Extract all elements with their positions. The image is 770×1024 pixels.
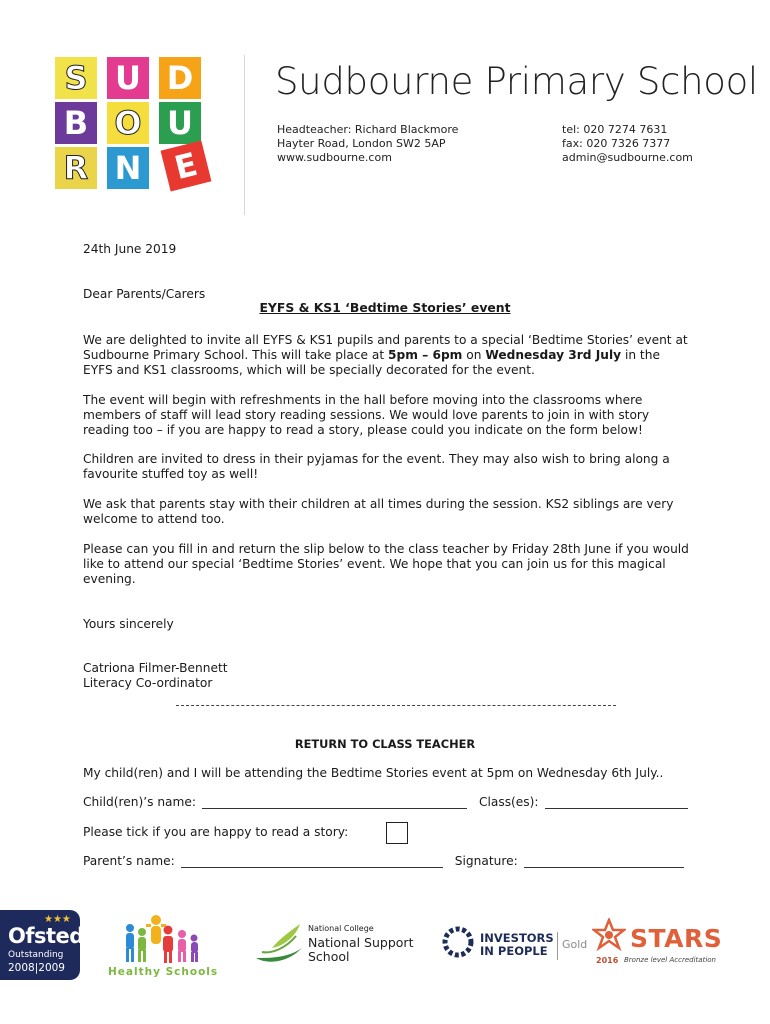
stars-level: Bronze level Accreditation — [624, 956, 716, 964]
nc-main-label — [308, 936, 413, 964]
p1-text-b: on — [462, 348, 486, 362]
leaf-swoosh-icon — [252, 918, 308, 970]
child-name-label: Child(ren)’s name: — [83, 795, 196, 809]
class-label: Class(es): — [478, 795, 539, 809]
star-badge-icon — [592, 918, 626, 952]
iip-divider — [557, 932, 558, 960]
investors-in-people-logo — [440, 924, 590, 964]
paragraph-schedule: The event will begin with refreshments in the hall before moving into the classrooms where members of staff will lead story reading sessions. We would love parents to join in with story reading too – if you are happy to read a story, please could you indicate on the form below! — [83, 393, 650, 437]
salutation: Dear Parents/Carers — [83, 287, 206, 301]
parent-name-field[interactable] — [181, 855, 443, 868]
class-field[interactable] — [545, 796, 688, 809]
parent-row — [83, 854, 684, 868]
logo-tile: U — [107, 57, 149, 99]
nc-small-label: National College — [308, 924, 374, 933]
cut-line — [176, 705, 616, 706]
paragraph-invite — [83, 333, 693, 378]
address: Hayter Road, London SW2 5AP — [277, 137, 446, 150]
nc-line-2: School — [308, 949, 350, 964]
email-link[interactable]: admin@sudbourne.com — [562, 151, 693, 164]
p1-text-c: in the EYFS and KS1 classrooms, which will be specially decorated for the event. — [83, 348, 660, 377]
read-story-checkbox[interactable] — [386, 822, 408, 844]
schools-word: Schools — [165, 966, 219, 978]
children-figures-icon — [108, 912, 208, 968]
laurel-wreath-icon — [440, 924, 476, 960]
school-logo — [55, 57, 220, 190]
tick-label: Please tick if you are happy to read a story: — [83, 825, 349, 839]
attending-statement: My child(ren) and I will be attending the Bedtime Stories event at 5pm on Wednesday 6th July.. — [83, 766, 664, 780]
header-contact-right — [562, 123, 693, 165]
logo-tile: N — [107, 147, 149, 189]
iip-label — [480, 932, 554, 958]
stars-title: STARS — [630, 924, 723, 953]
logo-tile: U — [159, 102, 201, 144]
parent-name-label: Parent’s name: — [83, 854, 175, 868]
letter-heading: EYFS & KS1 ‘Bedtime Stories’ event — [259, 300, 511, 315]
closing: Yours sincerely — [83, 617, 174, 631]
headteacher: Headteacher: Richard Blackmore — [277, 123, 459, 136]
signer-block — [83, 661, 693, 691]
ofsted-logo — [0, 910, 84, 980]
child-name-row — [83, 795, 688, 809]
header-divider — [244, 55, 245, 215]
telephone: tel: 020 7274 7631 — [562, 123, 668, 136]
signer-name: Catriona Filmer-Bennett — [83, 661, 228, 675]
stars-year: 2016 — [596, 956, 619, 965]
letter-date: 24th June 2019 — [83, 242, 177, 256]
event-day: Wednesday 3rd July — [485, 348, 622, 362]
event-time: 5pm – 6pm — [388, 348, 463, 362]
signature-label: Signature: — [454, 854, 518, 868]
nc-line-1: National Support — [308, 935, 414, 950]
logo-tile: B — [55, 102, 97, 144]
school-name: Sudbourne Primary School — [275, 60, 758, 103]
iip-level: Gold — [562, 938, 588, 951]
ofsted-years: 2008|2009 — [8, 962, 65, 974]
iip-line-2: IN PEOPLE — [480, 944, 548, 958]
signer-role: Literacy Co-ordinator — [83, 676, 213, 690]
ofsted-name: Ofsted — [8, 924, 84, 948]
ofsted-grade: Outstanding — [8, 950, 64, 960]
fax: fax: 020 7326 7377 — [562, 137, 671, 150]
paragraph-pyjamas: Children are invited to dress in their pyjamas for the event. They may also wish to bring along a favourite stuffed toy as well! — [83, 452, 670, 481]
logo-tile: S — [55, 57, 97, 99]
paragraph-siblings: We ask that parents stay with their children at all times during the session. KS2 siblings are very welcome to attend too. — [83, 497, 674, 526]
healthy-schools-label — [108, 966, 218, 978]
logo-tile: O — [107, 102, 149, 144]
tick-row — [83, 825, 348, 839]
logo-tile: D — [159, 57, 201, 99]
slip-title: RETURN TO CLASS TEACHER — [294, 737, 476, 751]
logo-tile: E — [161, 141, 212, 192]
star-icon: ★★★ — [44, 914, 71, 925]
logo-tile: R — [55, 147, 97, 189]
stars-logo — [592, 918, 722, 970]
healthy-schools-logo — [108, 912, 228, 980]
website-link[interactable]: www.sudbourne.com — [277, 151, 392, 164]
iip-line-1: INVESTORS — [480, 931, 554, 945]
national-college-logo — [252, 918, 422, 978]
signature-field[interactable] — [524, 855, 684, 868]
paragraph-return: Please can you fill in and return the slip below to the class teacher by Friday 28th June if you would like to attend our special ‘Bedtime Stories’ event. We hope that you can join us for this magical evening. — [83, 542, 689, 586]
p1-text-a: We are delighted to invite all EYFS & KS1 pupils and parents to a special ‘Bedtime Stories’ event at Sudbourne Primary School. This will take place at — [83, 333, 688, 362]
child-name-field[interactable] — [202, 796, 467, 809]
healthy-word: Healthy — [108, 966, 166, 978]
header-contact-left — [277, 123, 458, 165]
